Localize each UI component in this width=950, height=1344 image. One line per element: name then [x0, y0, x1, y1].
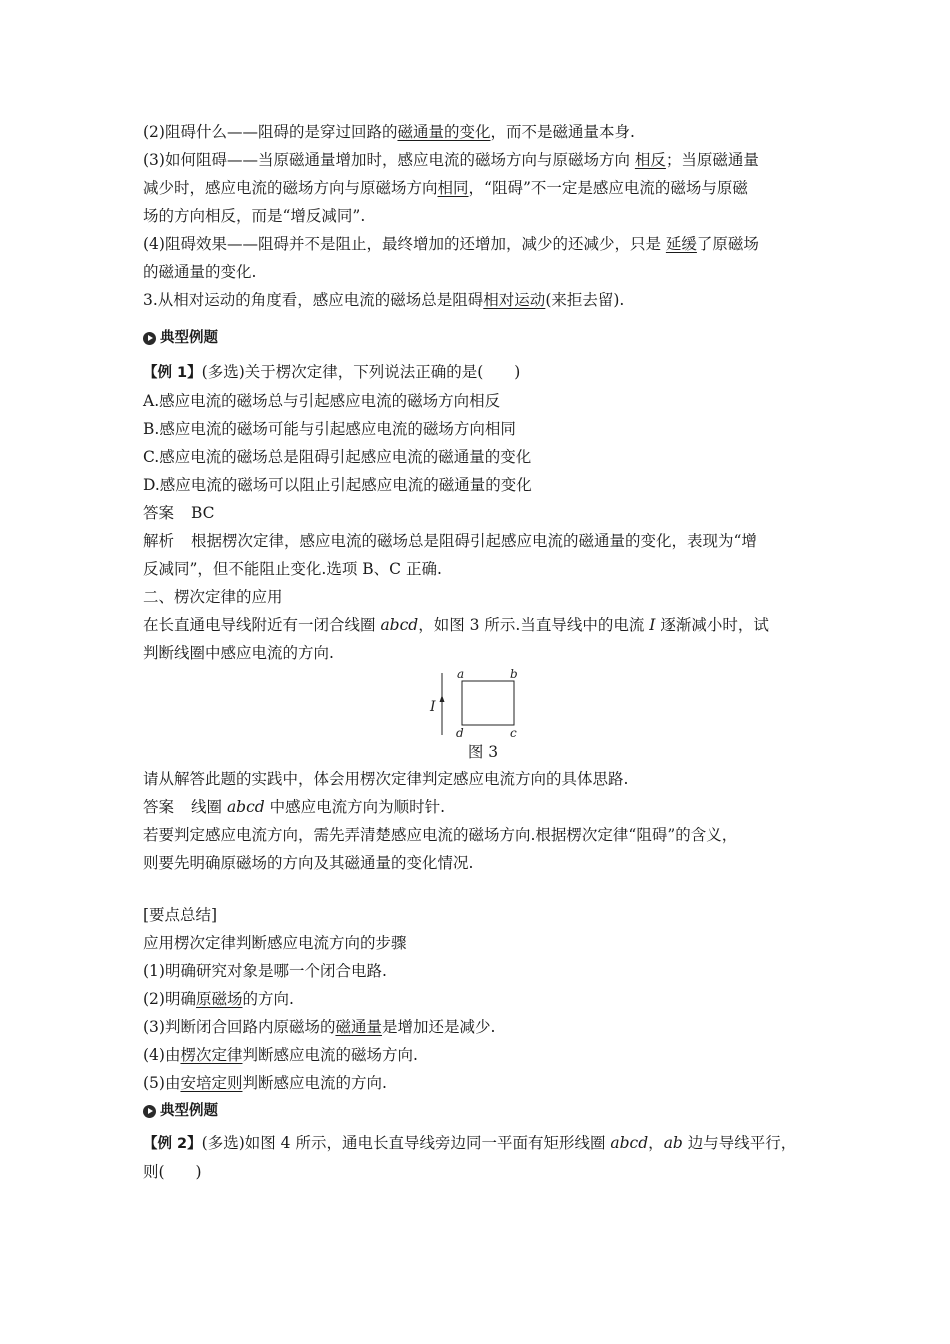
- summary-step-3: (3)判断闭合回路内原磁场的磁通量是增加还是减少.: [143, 1018, 496, 1036]
- point-2: (2)阻碍什么——阻碍的是穿过回路的磁通量的变化，而不是磁通量本身.: [143, 123, 635, 141]
- section-2-question: 在长直通电导线附近有一闭合线圈 abcd，如图 3 所示.当直导线中的电流 I 逐渐减小时，试: [143, 616, 769, 634]
- blank-answer: 延缓: [665, 235, 697, 253]
- blank-answer: 原磁场: [195, 990, 243, 1008]
- examples-heading-2: 典型例题: [143, 1097, 823, 1125]
- blank-answer: 相对运动: [483, 291, 546, 309]
- example-1-stem: 【例 1】(多选)关于楞次定律，下列说法正确的是( ): [143, 363, 521, 381]
- option-c: C.感应电流的磁场总是阻碍引起感应电流的磁通量的变化: [143, 448, 532, 466]
- current-label: I: [430, 699, 436, 715]
- example-2-stem-cont: 则( ): [143, 1163, 202, 1181]
- examples-heading: 典型例题: [143, 324, 823, 352]
- option-a: A.感应电流的磁场总与引起感应电流的磁场方向相反: [143, 392, 501, 410]
- summary-step-1: (1)明确研究对象是哪一个闭合电路.: [143, 962, 387, 980]
- vertex-d: d: [456, 726, 464, 739]
- example-tag: 【例 2】: [143, 1136, 202, 1152]
- point-4: (4)阻碍效果——阻碍并不是阻止，最终增加的还增加，减少的还减少，只是 延缓了原磁场: [143, 235, 759, 253]
- point-relative-motion: 3.从相对运动的角度看，感应电流的磁场总是阻碍相对运动(来拒去留).: [143, 291, 625, 309]
- point-4-end: 的磁通量的变化.: [143, 263, 257, 281]
- example-2-stem: 【例 2】(多选)如图 4 所示，通电长直导线旁边同一平面有矩形线圈 abcd，ab 边与导线平行，: [143, 1134, 797, 1152]
- example-1-analysis-cont: 反减同”，但不能阻止变化.选项 B、C 正确.: [143, 560, 442, 578]
- vertex-b: b: [510, 669, 518, 681]
- summary-step-5: (5)由安培定则判断感应电流的方向.: [143, 1074, 387, 1092]
- practice-answer: 答案 线圈 abcd 中感应电流方向为顺时针.: [143, 798, 446, 816]
- summary-step-2: (2)明确原磁场的方向.: [143, 990, 294, 1008]
- wire-loop-diagram: [418, 669, 548, 739]
- point-3: (3)如何阻碍——当原磁通量增加时，感应电流的磁场方向与原磁场方向 相反；当原磁通量: [143, 151, 759, 169]
- example-1-answer: 答案 BC: [143, 504, 215, 522]
- blank-answer: 相反: [634, 151, 666, 169]
- practice-prompt: 请从解答此题的实践中，体会用楞次定律判定感应电流方向的具体思路.: [143, 770, 629, 788]
- point-3-end: 场的方向相反，而是“增反减同”.: [143, 207, 366, 225]
- vertex-c: c: [510, 726, 517, 739]
- summary-intro: 应用楞次定律判断感应电流方向的步骤: [143, 934, 407, 952]
- blank-answer: 相同: [437, 179, 469, 197]
- play-bullet-icon: [143, 1105, 156, 1118]
- section-2-title: 二、楞次定律的应用: [143, 588, 283, 606]
- point-3-cont: 减少时，感应电流的磁场方向与原磁场方向相同，“阻碍”不一定是感应电流的磁场与原磁: [143, 179, 748, 197]
- option-d: D.感应电流的磁场可以阻止引起感应电流的磁通量的变化: [143, 476, 532, 494]
- figure-3: [143, 669, 823, 765]
- figure-3-caption: 图 3: [467, 743, 499, 761]
- example-1-analysis: 解析 根据楞次定律，感应电流的磁场总是阻碍引起感应电流的磁通量的变化，表现为“增: [143, 532, 757, 550]
- document-page: [143, 118, 823, 1186]
- coil-abcd: [462, 681, 514, 725]
- practice-note: 若要判定感应电流方向，需先弄清楚感应电流的磁场方向.根据楞次定律“阻碍”的含义，: [143, 826, 738, 844]
- summary-step-4: (4)由楞次定律判断感应电流的磁场方向.: [143, 1046, 418, 1064]
- vertex-a: a: [457, 669, 465, 681]
- play-bullet-icon: [143, 332, 156, 345]
- example-tag: 【例 1】: [143, 365, 202, 381]
- current-arrow-icon: [440, 695, 445, 702]
- blank-answer: 磁通量的变化: [397, 123, 491, 141]
- blank-answer: 安培定则: [180, 1074, 243, 1092]
- blank-answer: 楞次定律: [180, 1046, 243, 1064]
- summary-title: [要点总结]: [143, 906, 218, 924]
- blank-answer: 磁通量: [335, 1018, 382, 1036]
- option-b: B.感应电流的磁场可能与引起感应电流的磁场方向相同: [143, 420, 516, 438]
- section-2-question-cont: 判断线圈中感应电流的方向.: [143, 644, 334, 662]
- practice-note-cont: 则要先明确原磁场的方向及其磁通量的变化情况.: [143, 854, 474, 872]
